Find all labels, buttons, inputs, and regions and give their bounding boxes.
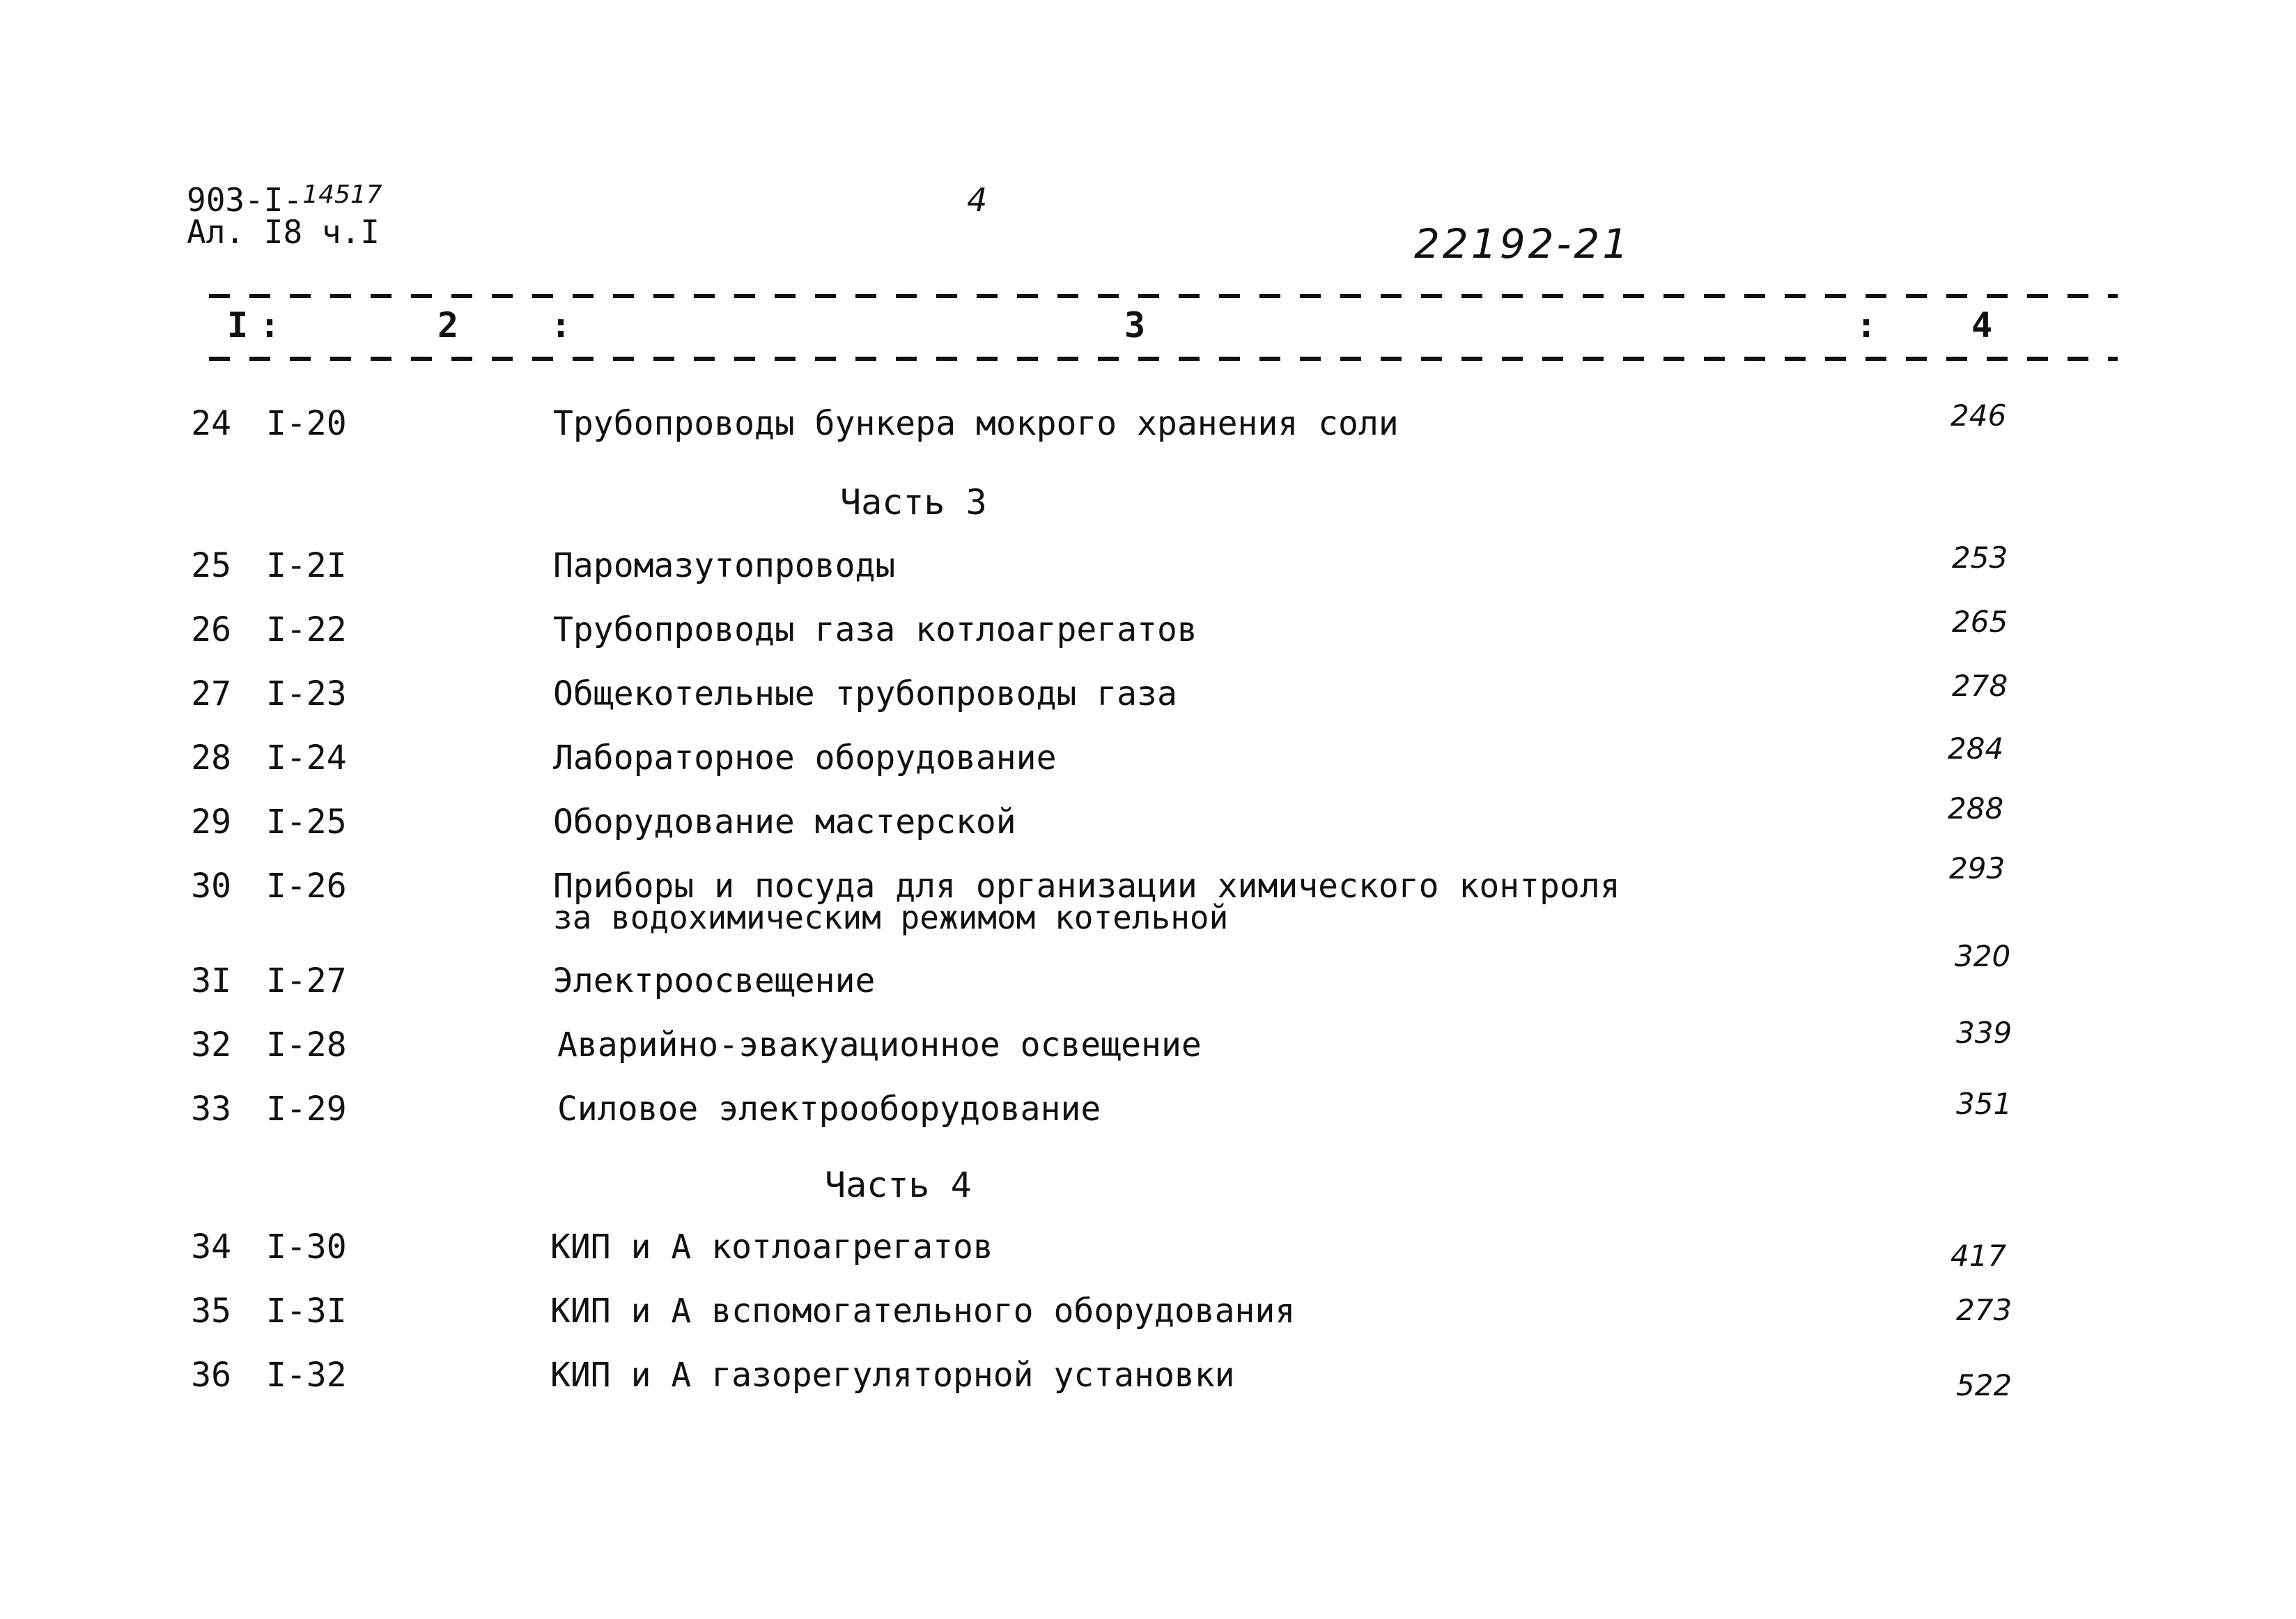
row-page: 339	[1956, 1016, 2012, 1050]
col-1-header: I	[227, 305, 249, 346]
row-code: I-27	[266, 961, 347, 1000]
col-4-header: 4	[1971, 305, 1993, 346]
col-3-header: 3	[1124, 305, 1146, 346]
row-page: 253	[1952, 541, 2008, 575]
row-number: 33	[191, 1090, 231, 1129]
row-title: Трубопроводы бункера мокрого хранения соли	[553, 404, 1399, 443]
row-code: I-25	[266, 803, 347, 842]
row-title: Лабораторное оборудование	[553, 738, 1057, 777]
row-title: Общекотельные трубопроводы газа	[553, 674, 1177, 713]
row-code: I-30	[266, 1227, 347, 1266]
page-number-handwritten: 4	[967, 181, 988, 219]
row-code: I-24	[266, 738, 347, 777]
col-separator-1: :	[259, 305, 281, 346]
header-bottom-rule	[209, 357, 2118, 361]
doc-number-handwritten: 22192-21	[1414, 220, 1631, 268]
col-2-header: 2	[437, 305, 459, 346]
row-title: Электроосвещение	[553, 961, 876, 1000]
row-code: I-3I	[266, 1292, 347, 1331]
row-number: 30	[191, 867, 231, 906]
row-code: I-23	[266, 674, 347, 713]
row-number: 24	[191, 404, 231, 443]
row-page: 351	[1956, 1087, 2012, 1121]
row-page: 246	[1950, 398, 2007, 433]
row-title: Трубопроводы газа котлоагрегатов	[553, 610, 1197, 649]
row-code: I-28	[266, 1025, 347, 1064]
part-heading-3: Часть 3	[840, 482, 987, 522]
row-title: КИП и А вспомогательного оборудования	[550, 1292, 1296, 1331]
row-title: Паромазутопроводы	[553, 546, 896, 585]
row-page: 320	[1955, 939, 2011, 973]
row-code: I-29	[266, 1090, 347, 1129]
row-number: 26	[191, 610, 231, 649]
row-title: КИП и А котлоагрегатов	[550, 1227, 993, 1266]
row-code: I-32	[266, 1356, 347, 1395]
row-code: I-2I	[266, 546, 347, 585]
row-number: 27	[191, 674, 231, 713]
document-code	[187, 180, 382, 219]
col-separator-2: :	[550, 305, 572, 346]
row-page: 273	[1956, 1293, 2012, 1327]
header-top-rule	[209, 294, 2118, 298]
row-title: Оборудование мастерской	[553, 803, 1016, 842]
row-title: Аварийно-эвакуационное освещение	[557, 1025, 1202, 1064]
row-code: I-20	[266, 404, 347, 443]
row-code: I-22	[266, 610, 347, 649]
col-separator-3: :	[1856, 305, 1877, 346]
row-page: 417	[1950, 1239, 2007, 1273]
row-number: 3I	[191, 961, 231, 1000]
album-designation: Ал. I8 ч.I	[187, 213, 380, 251]
row-page: 265	[1952, 605, 2008, 639]
row-number: 34	[191, 1227, 231, 1266]
row-page: 288	[1948, 791, 2004, 826]
row-number: 35	[191, 1292, 231, 1331]
document-code-printed: 903-I-	[187, 181, 303, 219]
row-page: 278	[1952, 669, 2008, 703]
row-title-continuation: за водохимическим режимом котельной	[553, 899, 1229, 936]
row-number: 36	[191, 1356, 231, 1395]
row-title: КИП и А газорегуляторной установки	[550, 1356, 1235, 1395]
row-number: 32	[191, 1025, 231, 1064]
row-number: 25	[191, 546, 231, 585]
row-page: 293	[1949, 851, 2006, 885]
row-code: I-26	[266, 867, 347, 906]
row-title: Приборы и посуда для организации химического контроля	[553, 867, 1620, 906]
row-page: 284	[1948, 731, 2004, 766]
row-number: 29	[191, 803, 231, 842]
row-number: 28	[191, 738, 231, 777]
document-code-handwritten: 14517	[302, 180, 382, 209]
part-heading-4: Часть 4	[825, 1165, 972, 1205]
row-page: 522	[1956, 1368, 2012, 1402]
row-title: Силовое электрооборудование	[557, 1090, 1101, 1129]
